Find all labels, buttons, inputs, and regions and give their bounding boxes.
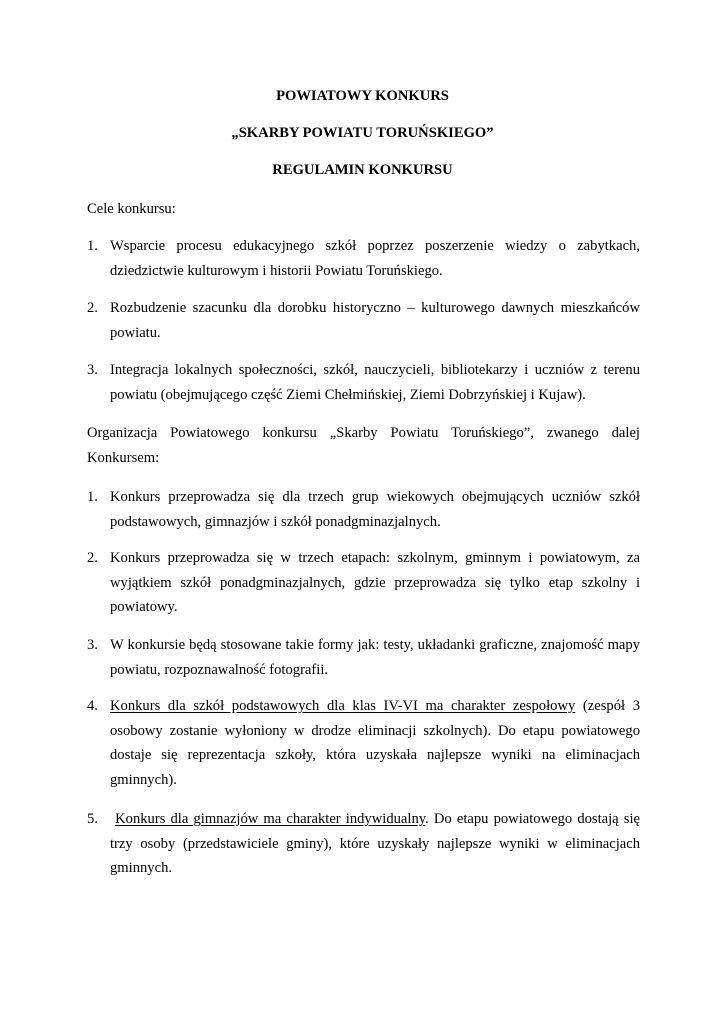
goal-number: 1.	[87, 238, 98, 254]
rule-underlined-text: Konkurs dla szkół podstawowych dla klas IV-VI ma charakter zespołowy	[110, 698, 576, 714]
goal-text: Integracja lokalnych społeczności, szkół, nauczycieli, bibliotekarzy i uczniów z terenu powiatu (obejmującego część Ziemi Chełmińskiej, Ziemi Dobrzyńskiej i Kujaw).	[110, 362, 640, 403]
goal-item	[87, 358, 640, 407]
rule-number: 1.	[87, 489, 98, 505]
goals-intro: Cele konkursu:	[87, 201, 176, 217]
goal-number: 3.	[87, 362, 98, 378]
contest-name: „SKARBY POWIATU TORUŃSKIEGO”	[231, 125, 494, 141]
goal-item	[87, 296, 640, 345]
goal-number: 2.	[87, 300, 98, 316]
rule-number: 2.	[87, 550, 98, 566]
rule-item	[87, 694, 640, 792]
rule-text: . Do etapu powiatowego dostają się trzy osoby (przedstawiciele gminy), które uzyskały najlepsze wyniki w eliminacjach gminnych.	[110, 811, 640, 876]
rule-text: W konkursie będą stosowane takie formy jak: testy, układanki graficzne, znajomość mapy powiatu, rozpoznawalność fotografii.	[110, 637, 640, 678]
rule-number: 3.	[87, 637, 98, 653]
goal-text: Wsparcie procesu edukacyjnego szkół poprzez poszerzenie wiedzy o zabytkach, dziedzictwie kulturowym i historii Powiatu Toruńskiego.	[110, 238, 640, 279]
rule-text-block	[110, 694, 640, 792]
rule-underlined-text: Konkurs dla gimnazjów ma charakter indywidualny	[115, 811, 426, 827]
goal-text: Rozbudzenie szacunku dla dorobku historyczno – kulturowego dawnych mieszkańców powiatu.	[110, 300, 640, 341]
regulations-title: REGULAMIN KONKURSU	[272, 162, 453, 178]
goal-item	[87, 234, 640, 283]
rule-text: Konkurs przeprowadza się w trzech etapach: szkolnym, gminnym i powiatowym, za wyjątkiem szkół ponadgminazjalnych, gdzie przeprowadza się tylko etap szkolny i powiatowy.	[110, 550, 640, 615]
rule-item	[87, 807, 640, 881]
rule-number: 4.	[87, 698, 98, 714]
rule-item	[87, 546, 640, 620]
rule-item	[87, 485, 640, 534]
rule-item	[87, 633, 640, 682]
rule-text-block	[110, 807, 640, 881]
rule-number: 5.	[87, 811, 98, 827]
rule-text: (zespół 3 osobowy zostanie wyłoniony w drodze eliminacji szkolnych). Do etapu powiatowego dostaje się reprezentacja szkoły, która uzyskała najlepsze wyniki na eliminacjach gminnych).	[110, 698, 640, 788]
rule-text: Konkurs przeprowadza się dla trzech grup wiekowych obejmujących uczniów szkół podstawowych, gimnazjów i szkół ponadgminazjalnych.	[110, 489, 640, 530]
organization-intro: Organizacja Powiatowego konkursu „Skarby Powiatu Toruńskiego”, zwanego dalej Konkursem:	[87, 425, 640, 466]
document-title: POWIATOWY KONKURS	[276, 88, 449, 104]
